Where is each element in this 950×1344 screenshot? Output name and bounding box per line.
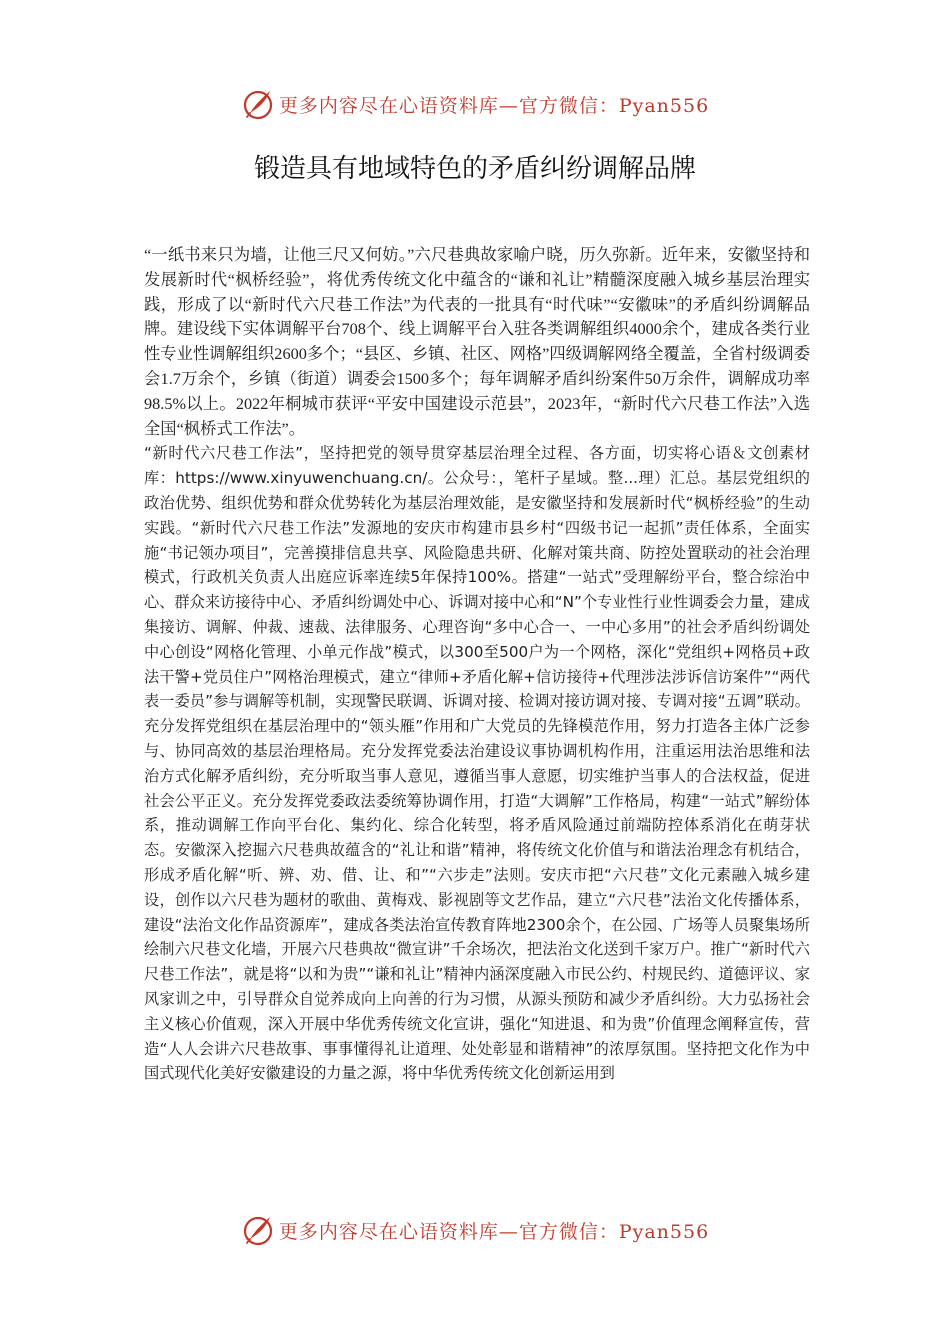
document-title: 锻造具有地域特色的矛盾纠纷调解品牌 [253,154,696,184]
document-body [144,243,810,1086]
footer-watermark-banner [0,1208,950,1252]
header-watermark-banner [0,82,950,126]
watermark-text: 更多内容尽在心语资料库—官方微信：Pyan556 [278,1220,710,1243]
body-paragraph: “一纸书来只为墙，让他三尺又何妨。”六尺巷典故家喻户晓，历久弥新。近年来，安徽坚持和发展新时代“枫桥经验”，将优秀传统文化中蕴含的“谦和礼让”精髓深度融入城乡基层治理实践，形成了以“新时代六尺巷工作法”为代表的一批具有“时代味”“安徽味”的矛盾纠纷调解品牌。建设线下实体调解平台708个、线上调解平台入驻各类调解组织4000余个，建成各类行业性专业性调解组织2600多个；“县区、乡镇、社区、网格”四级调解网络全覆盖，全省村级调委会1.7万余个，乡镇（街道）调委会1500多个；每年调解矛盾纠纷案件50万余件，调解成功率98.5%以上。2022年桐城市获评“平安中国建设示范县”，2023年，“新时代六尺巷工作法”入选全国“枫桥式工作法”。 [144,245,810,438]
feather-pen-circle-logo-icon [241,87,275,121]
feather-pen-circle-logo-icon [241,1213,275,1247]
watermark-text: 更多内容尽在心语资料库—官方微信：Pyan556 [278,94,710,117]
body-paragraph: “新时代六尺巷工作法”，坚持把党的领导贯穿基层治理全过程、各方面，切实将心语＆文创素材库：https://www.xinyuwenchuang.cn/。公众号：，笔杆子星域。整...理）汇总。基层党组织的政治优势、组织优势和群众优势转化为基层治理效能，是安徽坚持和发展新时代“枫桥经验”的生动实践。“新时代六尺巷工作法”发源地的安庆市构建市县乡村“四级书记一起抓”责任体系，全面实施“书记领办项目”，完善摸排信息共享、风险隐患共研、化解对策共商、防控处置联动的社会治理模式，行政机关负责人出庭应诉率连续5年保持100%。搭建“一站式”受理解纷平台，整合综治中心、群众来访接待中心、矛盾纠纷调处中心、诉调对接中心和“N”个专业性行业性调委会力量，建成集接访、调解、仲裁、速裁、法律服务、心理咨询“多中心合一、一中心多用”的社会矛盾纠纷调处中心创设“网格化管理、小单元作战”模式，以300至500户为一个网格，深化“党组织+网格员+政法干警+党员住户”网格治理模式，建立“律师+矛盾化解+信访接待+代理涉法涉诉信访案件”“两代表一委员”参与调解等机制，实现警民联调、诉调对接、检调对接访调对接、专调对接“五调”联动。充分发挥党组织在基层治理中的“领头雁”作用和广大党员的先锋模范作用，努力打造各主体广泛参与、协同高效的基层治理格局。充分发挥党委法治建设议事协调机构作用，注重运用法治思维和法治方式化解矛盾纠纷，充分听取当事人意见，遵循当事人意愿，切实维护当事人的合法权益，促进社会公平正义。充分发挥党委政法委统筹协调作用，打造“大调解”工作格局，构建“一站式”解纷体系，推动调解工作向平台化、集约化、综合化转型，将矛盾风险通过前端防控体系消化在萌芽状态。安徽深入挖掘六尺巷典故蕴含的“礼让和谐”精神，将传统文化价值与和谐法治理念有机结合，形成矛盾化解“听、辨、劝、借、让、和”“六步走”法则。安庆市把“六尺巷”文化元素融入城乡建设，创作以六尺巷为题材的歌曲、黄梅戏、影视剧等文艺作品，建立“六尺巷”法治文化传播体系，建设“法治文化作品资源库”，建成各类法治宣传教育阵地2300余个，在公园、广场等人员聚集场所绘制六尺巷文化墙，开展六尺巷典故“微宣讲”千余场次，把法治文化送到千家万户。推广“新时代六尺巷工作法”，就是将“以和为贵”“谦和礼让”精神内涵深度融入市民公约、村规民约、道德评议、家风家训之中，引导群众自觉养成向上向善的行为习惯，从源头预防和减少矛盾纠纷。大力弘扬社会主义核心价值观，深入开展中华优秀传统文化宣讲，强化“知进退、和为贵”价值理念阐释宣传，营造“人人会讲六尺巷故事、事事懂得礼让道理、处处彰显和谐精神”的浓厚氛围。坚持把文化作为中国式现代化美好安徽建设的力量之源，将中华优秀传统文化创新运用到 [144,444,810,1083]
